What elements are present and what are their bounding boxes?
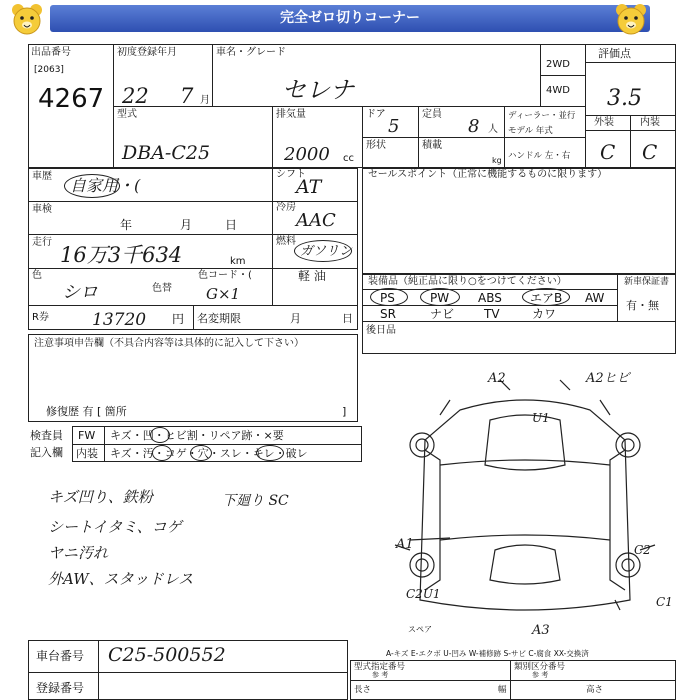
inspection-day: 日 [225, 218, 238, 232]
remark-line: シートイタミ、コゲ [48, 518, 182, 536]
handle-label: ハンドル 左・右 [508, 151, 571, 161]
history-circle [64, 174, 120, 198]
damage-rear: A3 [532, 623, 550, 638]
exterior-check-row: キズ・凹・ヒビ割・リペア跡・×要 [110, 429, 284, 442]
color-label: 色 [32, 270, 42, 281]
model-code: DBA-C25 [122, 142, 211, 164]
class-ref: 参 考 [532, 671, 549, 679]
rating-label: 評価点 [598, 47, 631, 60]
km-unit: km [230, 256, 246, 267]
color-value: シロ [62, 282, 98, 303]
kg-unit: kg [492, 156, 502, 165]
aircon-label: 冷房 [276, 202, 296, 213]
spare-label: スペア [408, 625, 432, 634]
fuel-label: 燃料 [276, 236, 296, 247]
mark-circle [152, 445, 172, 461]
interior-check-row: キズ・汚・コゲ・穴・スレ・キレ・破レ [110, 447, 308, 460]
color-change-label: 色替 [152, 283, 172, 294]
warranty-label: 新車保証書 [624, 277, 670, 287]
rear-items-label: 後日品 [366, 325, 396, 336]
recycle-label: R券 [32, 312, 49, 323]
displacement-label: 排気量 [276, 109, 306, 120]
spec-ref: 参 考 [372, 671, 389, 679]
shape-label: 形状 [366, 140, 386, 151]
model-grade-label: 車名・グレード [216, 47, 286, 58]
lot-label: 出品番号 [31, 47, 71, 58]
first-reg-year: 22 [122, 84, 149, 108]
remark-line: 外AW、スタッドレス [48, 570, 194, 588]
damage-front-left: A2 [488, 371, 506, 386]
inspection-month: 月 [180, 218, 193, 232]
inspection-year: 年 [120, 218, 133, 232]
fw-label: FW [78, 429, 96, 442]
equip-sr: SR [380, 307, 396, 321]
equip-airbag: エアB [530, 291, 563, 305]
model-year-label: モデル 年式 [508, 126, 553, 136]
name-change-month: 月 [290, 312, 301, 325]
first-reg-month-unit: 月 [200, 95, 210, 106]
rear-items-box [362, 322, 676, 354]
height-label: 高さ [586, 685, 604, 695]
equip-pw-circle [420, 288, 460, 306]
lot-sub: [2063] [34, 65, 64, 75]
mileage-label: 走行 [32, 237, 52, 248]
first-reg-label: 初度登録年月 [117, 47, 177, 58]
recycle-amount: 13720 [92, 310, 147, 330]
damage-right-side: C2 [634, 543, 651, 557]
chassis-number: C25-500552 [108, 644, 226, 666]
equip-airbag-circle [522, 288, 570, 306]
width-label: 幅 [498, 685, 507, 695]
damage-roof: U1 [532, 411, 550, 425]
lot-number: 4267 [38, 84, 105, 114]
repair-label: 修復歴 有 [ 箇所 [46, 405, 127, 418]
interior-label: 内装 [640, 117, 660, 128]
doors-label: ドア [366, 109, 386, 120]
mark-circle [190, 445, 212, 461]
cc-unit: cc [343, 153, 354, 164]
drive-4wd: 4WD [546, 85, 570, 96]
damage-front-right: A2ヒビ [586, 371, 630, 386]
shift-label: シフト [276, 169, 306, 180]
equipment-label: 装備品（純正品に限り○をつけてください） [368, 276, 567, 287]
equip-navi: ナビ [430, 307, 455, 321]
equip-abs: ABS [478, 291, 502, 305]
capacity: 8 [468, 116, 480, 137]
history-value: 自家用・( [70, 176, 141, 195]
color-code: G×1 [206, 285, 241, 303]
remark-line: キズ凹り、鉄粉 [48, 488, 153, 506]
equip-ps: PS [380, 291, 395, 305]
warranty-value: 有・無 [626, 299, 659, 312]
fuel-value: ガソリン [300, 244, 353, 259]
damage-left-rear: C2U1 [406, 587, 441, 601]
shift-value: AT [296, 176, 322, 198]
repair-bracket: ] [342, 405, 347, 418]
damage-rear-right: C1 [656, 595, 673, 609]
name-change-label: 名変期限 [197, 312, 241, 325]
car-name: セレナ [282, 76, 354, 104]
aircon-value: AAC [296, 210, 336, 231]
exterior-grade: C [600, 140, 616, 164]
length-label: 長さ [354, 685, 372, 695]
equip-leather: カワ [532, 307, 557, 321]
equip-tv: TV [484, 307, 500, 321]
exterior-label: 外装 [594, 117, 614, 128]
class-number-label: 類別区分番号 [514, 662, 566, 672]
dealer-label: ディーラー・並行 [508, 111, 576, 121]
chassis-label: 車台番号 [36, 649, 85, 663]
capacity-label: 定員 [422, 109, 442, 120]
mark-circle [150, 427, 170, 443]
mark-circle [256, 445, 284, 461]
spec-number-label: 型式指定番号 [354, 662, 406, 672]
color-code-label: 色コード・( [198, 270, 252, 281]
equip-aw: AW [585, 291, 605, 305]
doors: 5 [388, 116, 400, 137]
equip-ps-circle [370, 288, 408, 306]
name-change-day: 日 [342, 312, 353, 325]
registration-label: 登録番号 [36, 681, 85, 695]
history-label: 車歴 [32, 171, 52, 182]
fuel-circle [294, 240, 352, 262]
first-reg-month: 7 [180, 84, 194, 108]
yen-unit: 円 [172, 312, 185, 326]
interior-grade: C [642, 140, 658, 164]
score: 3.5 [607, 86, 642, 111]
page-banner: 完全ゼロ切りコーナー [50, 5, 650, 32]
remark-right: 下廻り SC [222, 493, 289, 509]
load-label: 積載 [422, 140, 442, 151]
remark-line: ヤニ汚れ [48, 544, 109, 562]
drive-2wd: 2WD [546, 59, 570, 70]
inspector-label: 検査員 [30, 429, 63, 442]
equip-pw: PW [430, 291, 450, 305]
fuel-diesel: 軽 油 [298, 269, 326, 283]
model-label: 型式 [117, 109, 137, 120]
mileage-value: 16万3千634 [60, 243, 183, 267]
damage-left-side: A1 [396, 537, 414, 552]
displacement: 2000 [284, 144, 330, 165]
notes-label: 注意事項申告欄（不具合内容等は具体的に記入して下さい） [34, 338, 304, 349]
sales-point-label: セールスポイント（正常に機能するものに限ります） [368, 169, 608, 180]
inspection-label: 車検 [32, 204, 52, 215]
entry-label: 記入欄 [30, 446, 63, 459]
sales-point-box [362, 168, 676, 274]
interior-row-label: 内装 [76, 447, 98, 460]
damage-legend: A-キズ E-エクボ U-凹み W-補修跡 S-サビ C-腐食 XX-交換済 [386, 649, 589, 658]
persons-unit: 人 [488, 124, 498, 135]
bear-mascot-icon [10, 2, 44, 36]
bear-mascot-icon [614, 2, 648, 36]
